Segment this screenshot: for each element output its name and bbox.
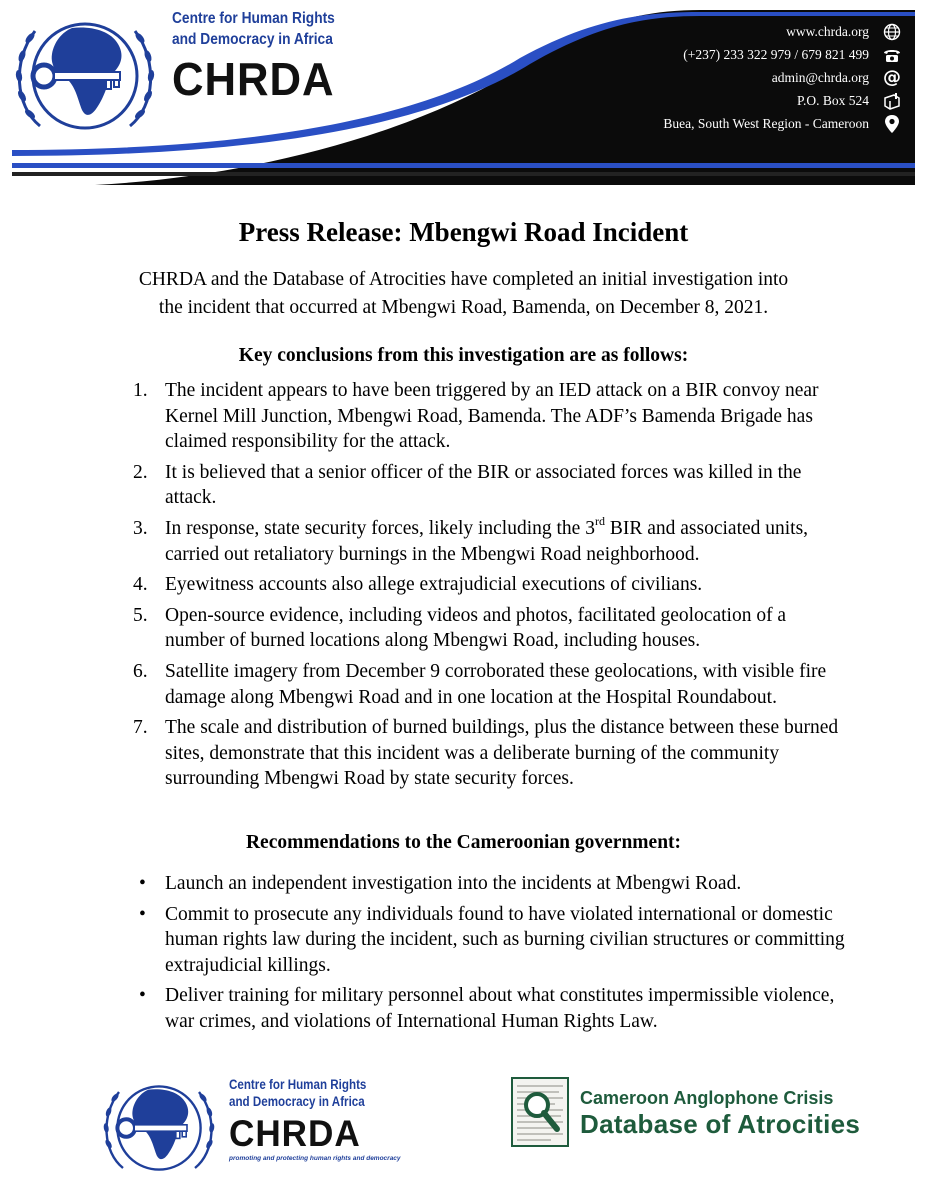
chrda-footer-emblem — [98, 1072, 220, 1180]
mailbox-icon — [880, 89, 904, 112]
item-number: 4. — [133, 574, 148, 596]
bullet-icon: • — [139, 985, 146, 1007]
chrda-logo-emblem — [10, 6, 160, 141]
item-text: Satellite imagery from December 9 corroborated these geolocations, with visible fire damage along Mbengwi Road and in one location at the Hospital Roundabout. — [165, 660, 827, 708]
website-link[interactable]: www.chrda.org — [786, 24, 869, 39]
intro-line-2: the incident that occurred at Mbengwi Road, Bamenda, on December 8, 2021. — [158, 297, 769, 318]
conclusions-heading: Key conclusions from this investigation are as follows: — [238, 345, 689, 366]
item-number: 1. — [133, 380, 148, 401]
footer-org-acronym: CHRDA — [229, 1113, 361, 1154]
intro-paragraph — [60, 266, 867, 322]
item-number: 6. — [133, 660, 148, 682]
list-item — [139, 983, 845, 1034]
bullet-icon: • — [139, 873, 146, 894]
item-text: The scale and distribution of burned buildings, plus the distance between these burned sites, demonstrate that this incident was a deliberate burning of the community surrounding Mbengwi Road by state security forces. — [165, 717, 839, 790]
list-item — [139, 902, 845, 979]
phone-icon — [880, 43, 904, 66]
email-link[interactable]: admin@chrda.org — [771, 70, 869, 85]
footer-org-line2: and Democracy in Africa — [229, 1094, 365, 1109]
letterhead — [0, 0, 927, 185]
chrda-footer-wordmark — [229, 1076, 401, 1162]
database-of-atrocities-logo-icon — [511, 1077, 569, 1147]
item-text: It is believed that a senior officer of the BIR or associated forces was killed in the attack. — [165, 461, 802, 509]
item-number: 2. — [133, 461, 148, 483]
list-item — [139, 871, 845, 897]
chrda-wordmark — [172, 8, 361, 105]
recommendations-heading: Recommendations to the Cameroonian government: — [245, 832, 682, 853]
db-name-line2: Database of Atrocities — [580, 1109, 861, 1139]
recommendations-list — [139, 871, 845, 1040]
list-item — [133, 460, 845, 511]
item-number: 7. — [133, 717, 148, 739]
list-item — [133, 514, 845, 567]
list-item — [133, 603, 845, 654]
list-item — [133, 572, 845, 598]
database-of-atrocities-wordmark — [580, 1087, 860, 1139]
phone-number: (+237) 233 322 979 / 679 821 499 — [683, 47, 869, 62]
contact-block — [663, 20, 869, 135]
item-text: Launch an independent investigation into the incidents at Mbengwi Road. — [165, 873, 742, 894]
po-box: P.O. Box 524 — [796, 93, 869, 108]
item-text: The incident appears to have been triggered by an IED attack on a BIR convoy near Kernel Mill Junction, Mbengwi Road, Bamenda. The ADF’s Bamenda Brigade has claimed responsibility for the attack. — [165, 380, 819, 453]
org-name-line2: and Democracy in Africa — [172, 31, 333, 48]
list-item — [133, 659, 845, 710]
page-title: Press Release: Mbengwi Road Incident — [238, 217, 689, 247]
item-text-end: BIR and associated units, carried out retaliatory burnings in the Mbengwi Road neighborhood. — [165, 517, 809, 565]
list-item — [133, 715, 845, 792]
at-icon: @ — [883, 67, 901, 88]
item-text-start: In response, state security forces, likely including the 3 — [165, 517, 595, 539]
contact-icons — [880, 20, 904, 135]
item-text: Open-source evidence, including videos and photos, facilitated geolocation of a number of burned locations along Mbengwi Road, including houses. — [165, 604, 787, 652]
footer-org-line1: Centre for Human Rights — [229, 1077, 367, 1092]
intro-line-1: CHRDA and the Database of Atrocities have completed an initial investigation into — [138, 269, 789, 290]
item-text: Commit to prosecute any individuals found to have violated international or domestic human rights law during the incident, such as burning civilian structures or committing extrajudicial killings. — [165, 903, 845, 976]
ordinal-suffix: rd — [594, 514, 605, 529]
item-number: 3. — [133, 517, 148, 539]
address: Buea, South West Region - Cameroon — [663, 116, 869, 131]
globe-icon — [880, 20, 904, 43]
org-acronym: CHRDA — [172, 53, 335, 105]
db-name-line1: Cameroon Anglophone Crisis — [580, 1088, 834, 1108]
bullet-icon: • — [139, 903, 146, 925]
item-text: Eyewitness accounts also allege extrajudicial executions of civilians. — [165, 574, 703, 596]
list-item — [133, 378, 845, 455]
item-text: Deliver training for military personnel about what constitutes impermissible violence, war crimes, and violations of International Human Rights Law. — [165, 985, 835, 1032]
location-pin-icon — [880, 112, 904, 135]
item-number: 5. — [133, 604, 148, 626]
conclusions-list — [133, 378, 845, 797]
footer-org-tagline: promoting and protecting human rights and democracy — [229, 1155, 401, 1162]
org-name-line1: Centre for Human Rights — [172, 10, 335, 27]
